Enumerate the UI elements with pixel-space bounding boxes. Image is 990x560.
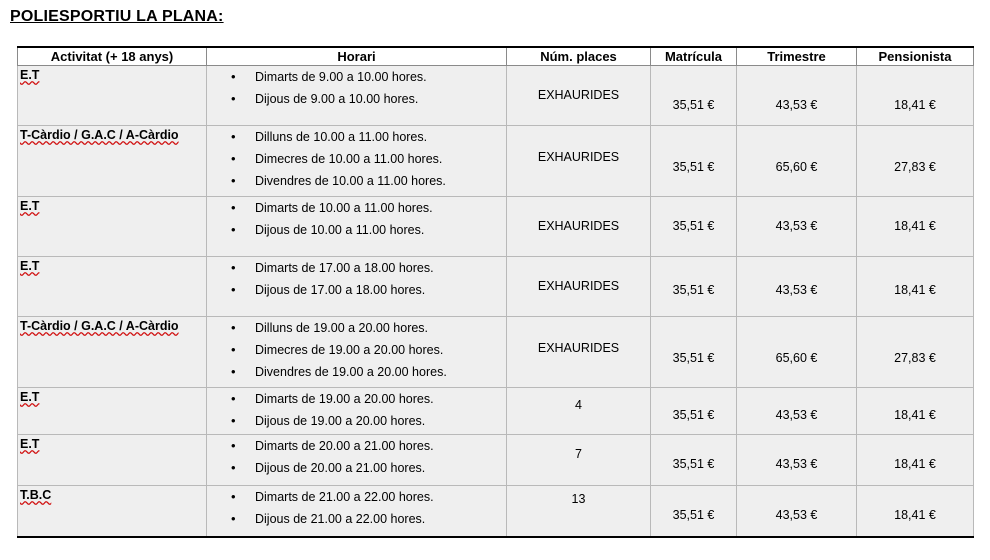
- matricula-cell: 35,51 €: [651, 388, 737, 435]
- column-header-trimestre: Trimestre: [737, 47, 857, 66]
- activity-cell: [18, 435, 207, 486]
- hours-item: • Dimarts de 9.00 a 10.00 hores.: [207, 66, 506, 88]
- hours-list: [207, 126, 506, 192]
- hours-item: • Dimarts de 17.00 a 18.00 hores.: [207, 257, 506, 279]
- places-cell: 4: [507, 388, 651, 435]
- matricula-cell: 35,51 €: [651, 317, 737, 388]
- table-row: [18, 388, 974, 435]
- matricula-cell: 35,51 €: [651, 197, 737, 257]
- table-row: [18, 197, 974, 257]
- activity-name: T-Càrdio / G.A.C / A-Càrdio: [20, 128, 179, 142]
- table-row: [18, 435, 974, 486]
- trimestre-cell: 43,53 €: [737, 486, 857, 537]
- activity-cell: [18, 388, 207, 435]
- activity-name: E.T: [20, 390, 40, 404]
- trimestre-cell: 43,53 €: [737, 435, 857, 486]
- places-cell: 13: [507, 486, 651, 537]
- table-row: [18, 66, 974, 126]
- pensionista-cell: 18,41 €: [857, 435, 974, 486]
- activity-cell: [18, 126, 207, 197]
- hours-item: • Dimarts de 20.00 a 21.00 hores.: [207, 435, 506, 457]
- hours-list: [207, 257, 506, 301]
- matricula-cell: 35,51 €: [651, 435, 737, 486]
- matricula-cell: 35,51 €: [651, 126, 737, 197]
- places-cell: EXHAURIDES: [507, 197, 651, 257]
- hours-item: • Dilluns de 10.00 a 11.00 hores.: [207, 126, 506, 148]
- hours-list: [207, 388, 506, 432]
- places-cell: EXHAURIDES: [507, 317, 651, 388]
- schedule-table: [17, 46, 974, 538]
- table-row: [18, 486, 974, 537]
- activity-cell: [18, 66, 207, 126]
- trimestre-cell: 43,53 €: [737, 257, 857, 317]
- hours-item: • Dijous de 19.00 a 20.00 hores.: [207, 410, 506, 432]
- column-header-places: Núm. places: [507, 47, 651, 66]
- hours-cell: [207, 388, 507, 435]
- hours-item: • Dijous de 20.00 a 21.00 hores.: [207, 457, 506, 479]
- hours-item: • Divendres de 10.00 a 11.00 hores.: [207, 170, 506, 192]
- hours-cell: [207, 435, 507, 486]
- trimestre-cell: 43,53 €: [737, 388, 857, 435]
- column-header-activitat: Activitat (+ 18 anys): [18, 47, 207, 66]
- activity-name: T.B.C: [20, 488, 52, 502]
- trimestre-cell: 65,60 €: [737, 126, 857, 197]
- table-row: [18, 126, 974, 197]
- hours-item: • Dimarts de 21.00 a 22.00 hores.: [207, 486, 506, 508]
- table-row: [18, 317, 974, 388]
- hours-item: • Dijous de 10.00 a 11.00 hores.: [207, 219, 506, 241]
- table-row: [18, 257, 974, 317]
- places-cell: EXHAURIDES: [507, 126, 651, 197]
- hours-cell: [207, 126, 507, 197]
- pensionista-cell: 27,83 €: [857, 126, 974, 197]
- hours-item: • Dimarts de 10.00 a 11.00 hores.: [207, 197, 506, 219]
- hours-cell: [207, 317, 507, 388]
- matricula-cell: 35,51 €: [651, 257, 737, 317]
- hours-item: • Dijous de 21.00 a 22.00 hores.: [207, 508, 506, 530]
- activity-name: T-Càrdio / G.A.C / A-Càrdio: [20, 319, 179, 333]
- activity-name: E.T: [20, 68, 40, 82]
- hours-item: • Dimecres de 19.00 a 20.00 hores.: [207, 339, 506, 361]
- hours-item: • Dimecres de 10.00 a 11.00 hores.: [207, 148, 506, 170]
- places-cell: 7: [507, 435, 651, 486]
- activity-cell: [18, 197, 207, 257]
- activity-cell: [18, 317, 207, 388]
- trimestre-cell: 65,60 €: [737, 317, 857, 388]
- column-header-horari: Horari: [207, 47, 507, 66]
- hours-cell: [207, 197, 507, 257]
- hours-item: • Divendres de 19.00 a 20.00 hores.: [207, 361, 506, 383]
- activity-cell: [18, 257, 207, 317]
- hours-cell: [207, 257, 507, 317]
- hours-list: [207, 435, 506, 479]
- pensionista-cell: 18,41 €: [857, 486, 974, 537]
- hours-list: [207, 486, 506, 530]
- hours-cell: [207, 486, 507, 537]
- page-title: POLIESPORTIU LA PLANA:: [10, 8, 224, 25]
- hours-item: • Dijous de 9.00 a 10.00 hores.: [207, 88, 506, 110]
- trimestre-cell: 43,53 €: [737, 197, 857, 257]
- hours-list: [207, 197, 506, 241]
- hours-item: • Dimarts de 19.00 a 20.00 hores.: [207, 388, 506, 410]
- matricula-cell: 35,51 €: [651, 66, 737, 126]
- pensionista-cell: 27,83 €: [857, 317, 974, 388]
- column-header-matricula: Matrícula: [651, 47, 737, 66]
- places-cell: EXHAURIDES: [507, 257, 651, 317]
- activity-cell: [18, 486, 207, 537]
- places-cell: EXHAURIDES: [507, 66, 651, 126]
- hours-list: [207, 317, 506, 383]
- hours-list: [207, 66, 506, 110]
- activity-name: E.T: [20, 437, 40, 451]
- hours-item: • Dijous de 17.00 a 18.00 hores.: [207, 279, 506, 301]
- pensionista-cell: 18,41 €: [857, 197, 974, 257]
- matricula-cell: 35,51 €: [651, 486, 737, 537]
- table-header-row: [18, 47, 974, 66]
- trimestre-cell: 43,53 €: [737, 66, 857, 126]
- activity-name: E.T: [20, 259, 40, 273]
- pensionista-cell: 18,41 €: [857, 388, 974, 435]
- pensionista-cell: 18,41 €: [857, 257, 974, 317]
- activity-name: E.T: [20, 199, 40, 213]
- column-header-pensionista: Pensionista: [857, 47, 974, 66]
- pensionista-cell: 18,41 €: [857, 66, 974, 126]
- hours-item: • Dilluns de 19.00 a 20.00 hores.: [207, 317, 506, 339]
- hours-cell: [207, 66, 507, 126]
